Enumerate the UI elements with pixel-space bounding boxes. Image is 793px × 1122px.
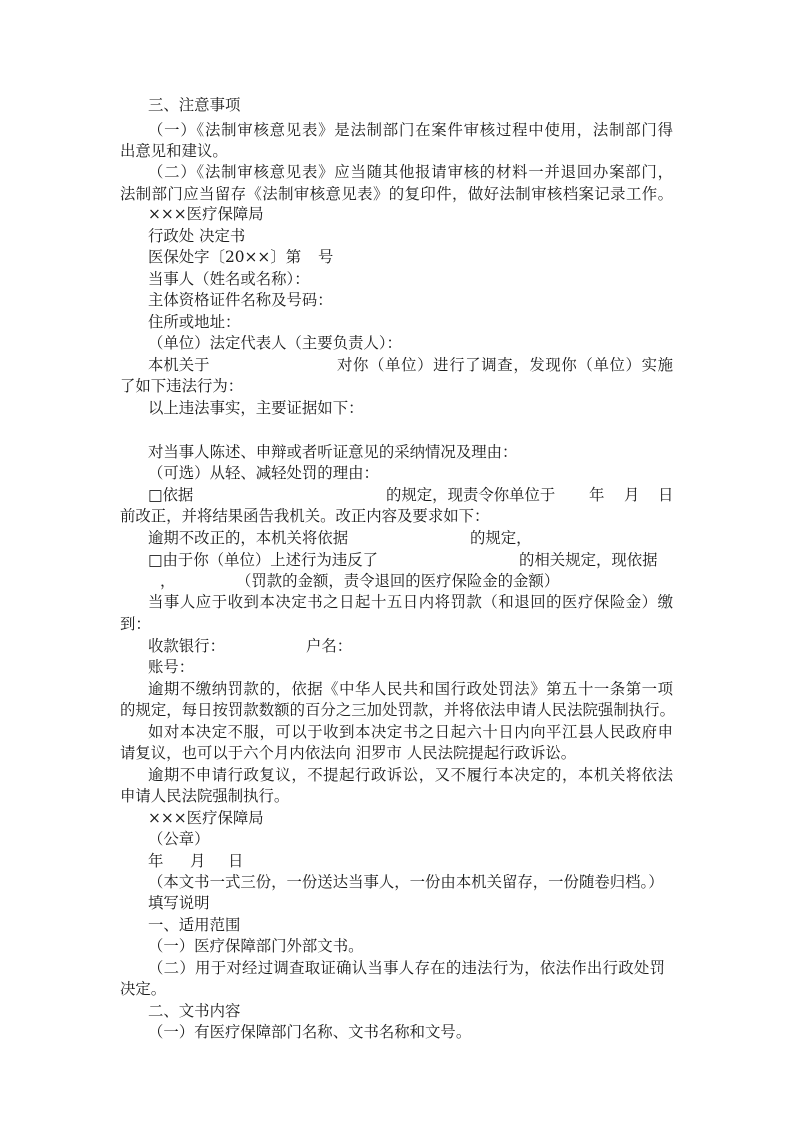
bank-field: 收款银行： [148,637,225,655]
late-payment-line2: 的规定，每日按罚款数额的百分之三加处罚款，并将依法申请人民法院强制执行。 [120,701,675,719]
official-seal-label: （公章） [148,830,210,848]
payment-line2: 到： [120,615,151,633]
date-year: 年 [148,852,164,870]
mitigation-line: （可选）从轻、减轻处罚的理由： [148,464,379,482]
enforcement-line2: 申请人民法院强制执行。 [120,787,290,805]
scope-item2-line2: 决定。 [120,980,167,998]
payment-line1: 当事人应于收到本决定书之日起十五日内将罚款（和退回的医疗保险金）缴 [148,593,673,611]
date-month: 月 [190,852,206,870]
scope-heading: 一、适用范围 [148,916,241,934]
document-number-suffix: 号 [318,248,334,266]
document-number-prefix: 医保处字〔20××〕第 [148,248,302,266]
notes-item1-line2: 出意见和建议。 [120,142,228,160]
scope-item1: （一）医疗保障部门外部文书。 [148,937,364,955]
scope-item2-line1: （二）用于对经过调查取证确认当事人存在的违法行为，依法作出行政处罚 [148,959,665,977]
notes-heading: 三、注意事项 [148,96,241,114]
account-name-field: 户名： [306,637,353,655]
agency-name: ×××医疗保障局 [148,205,264,223]
legal-representative-field: （单位）法定代表人（主要负责人）： [148,334,402,352]
overdue-correct-end: 的规定， [470,529,532,547]
copies-note: （本文书一式三份，一份送达当事人，一份由本机关留存，一份随卷归档。） [148,873,664,891]
signature-agency: ×××医疗保障局 [148,809,264,827]
notes-item2-line1: （二）《法制审核意见表》应当随其他报请审核的材料一并退回办案部门， [148,163,673,181]
evidence-line: 以上违法事实，主要证据如下： [148,399,364,417]
order-correct-year: 年 [589,486,605,504]
penalty-basis: 的相关规定，现依据 [519,551,658,569]
investigation-line2: 了如下违法行为： [120,377,244,395]
id-document-field: 主体资格证件名称及号码： [148,291,333,309]
content-heading: 二、文书内容 [148,1002,241,1020]
investigation-line1-end: 对你（单位）进行了调查，发现你（单位）实施 [337,356,673,374]
penalty-start: □由于你（单位）上述行为违反了 [148,551,379,569]
address-field: 住所或地址： [148,313,241,331]
enforcement-line1: 逾期不申请行政复议，不提起行政诉讼，又不履行本决定的，本机关将依法 [148,766,673,784]
account-number-field: 账号： [148,658,195,676]
content-item1: （一）有医疗保障部门名称、文书名称和文号。 [148,1023,472,1041]
order-correct-text: 的规定，现责令你单位于 [386,486,556,504]
appeal-line2: 请复议，也可以于六个月内依法向 汨罗市 人民法院提起行政诉讼。 [120,744,577,762]
late-payment-line1: 逾期不缴纳罚款的，依据《中华人民共和国行政处罚法》第五十一条第一项 [148,680,673,698]
document-title: 行政处 决定书 [148,227,246,245]
party-field: 当事人（姓名或名称）： [148,270,310,288]
penalty-amount-note: （罚款的金额，责令退回的医疗保险金的金额） [236,572,560,590]
order-correct-checkbox-label: □依据 [148,486,194,504]
instructions-title: 填写说明 [148,894,210,912]
notes-item1-line1: （一）《法制审核意见表》是法制部门在案件审核过程中使用，法制部门得 [148,121,673,139]
investigation-line1-start: 本机关于 [148,356,210,374]
order-correct-day: 日 [658,486,674,504]
appeal-line1: 如对本决定不服，可以于收到本决定书之日起六十日内向平江县人民政府申 [148,723,673,741]
penalty-comma: ， [160,572,176,590]
statement-line: 对当事人陈述、申辩或者听证意见的采纳情况及理由： [148,443,518,461]
notes-item2-line2: 法制部门应当留存《法制审核意见表》的复印件，做好法制审核档案记录工作。 [120,185,673,203]
order-correct-line2: 前改正，并将结果函告我机关。改正内容及要求如下： [120,507,490,525]
order-correct-month: 月 [624,486,640,504]
overdue-correct-start: 逾期不改正的，本机关将依据 [148,529,349,547]
date-day: 日 [228,852,244,870]
